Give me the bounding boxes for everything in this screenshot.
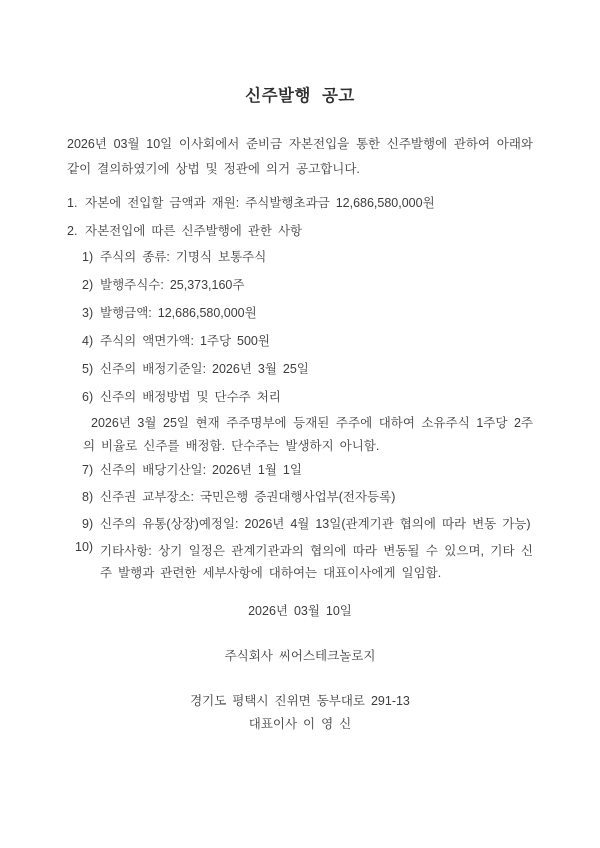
item-number: 2. xyxy=(67,224,78,238)
numbered-item-1 xyxy=(67,196,533,210)
item-number: 1. xyxy=(67,196,78,210)
item-text: 자본전입에 따른 신주발행에 관한 사항 xyxy=(85,224,303,238)
sub-item-number: 9) xyxy=(82,517,94,531)
sub-item-text: 주식의 종류: 기명식 보통주식 xyxy=(100,250,267,264)
numbered-item-2 xyxy=(67,224,533,238)
sub-item-text: 발행금액: 12,686,580,000원 xyxy=(100,306,257,320)
sub-item-3 xyxy=(67,306,533,320)
sub-item-text: 신주의 배정기준일: 2026년 3월 25일 xyxy=(100,362,309,376)
sub-item-number: 5) xyxy=(82,362,94,376)
sub-item-text: 신주의 배당기산일: 2026년 1월 1일 xyxy=(100,463,302,477)
sub-item-text: 기타사항: 상기 일정은 관계기관과의 협의에 따라 변동될 수 있으며, 기타 신주 발행과 관련한 세부사항에 대하여는 대표이사에게 일임함. xyxy=(100,544,533,580)
sub-item-number: 7) xyxy=(82,463,94,477)
item-text: 자본에 전입할 금액과 재원: 주식발행초과금 12,686,580,000원 xyxy=(85,196,435,210)
sub-item-10 xyxy=(67,540,533,584)
sub-item-number: 1) xyxy=(82,250,94,264)
sub-item-number: 4) xyxy=(82,334,94,348)
sub-item-number: 3) xyxy=(82,306,94,320)
sub-item-8 xyxy=(67,490,533,504)
sub-item-7 xyxy=(67,463,533,477)
sub-item-text: 신주권 교부장소: 국민은행 증권대행사업부(전자등록) xyxy=(100,490,396,504)
sub-item-9 xyxy=(67,517,533,531)
sub-item-number: 6) xyxy=(82,390,94,404)
sub-item-6 xyxy=(67,390,533,404)
sub-item-number: 2) xyxy=(82,278,94,292)
sub-item-2 xyxy=(67,278,533,292)
intro-paragraph: 2026년 03월 10일 이사회에서 준비금 자본전입을 통한 신주발행에 관하여 아래와 같이 결의하였기에 상법 및 정관에 의거 공고합니다. xyxy=(67,137,533,176)
sub-item-4 xyxy=(67,334,533,348)
sub-item-number: 8) xyxy=(82,490,94,504)
sub-item-1 xyxy=(67,250,533,264)
sub-item-5 xyxy=(67,362,533,376)
allotment-note: 2026년 3월 25일 현재 주주명부에 등재된 주주에 대하여 소유주식 1주당 2주의 비율로 신주를 배정함. 단수주는 발생하지 아니함. xyxy=(83,416,533,453)
company-name: 주식회사 씨어스테크놀로지 xyxy=(224,649,376,663)
sub-item-text: 발행주식수: 25,373,160주 xyxy=(100,278,245,292)
document-title: 신주발행 공고 xyxy=(245,87,355,105)
footer-date: 2026년 03월 10일 xyxy=(248,604,352,618)
sub-item-text: 신주의 유통(상장)예정일: 2026년 4월 13일(관계기관 협의에 따라 변동 가능) xyxy=(100,517,531,531)
sub-item-text: 주식의 액면가액: 1주당 500원 xyxy=(100,334,270,348)
sub-item-text: 신주의 배정방법 및 단수주 처리 xyxy=(100,390,281,404)
sub-item-number: 10) xyxy=(75,540,94,554)
company-address: 경기도 평택시 진위면 동부대로 291-13 xyxy=(190,694,410,708)
ceo-name: 대표이사 이 영 신 xyxy=(248,717,352,731)
